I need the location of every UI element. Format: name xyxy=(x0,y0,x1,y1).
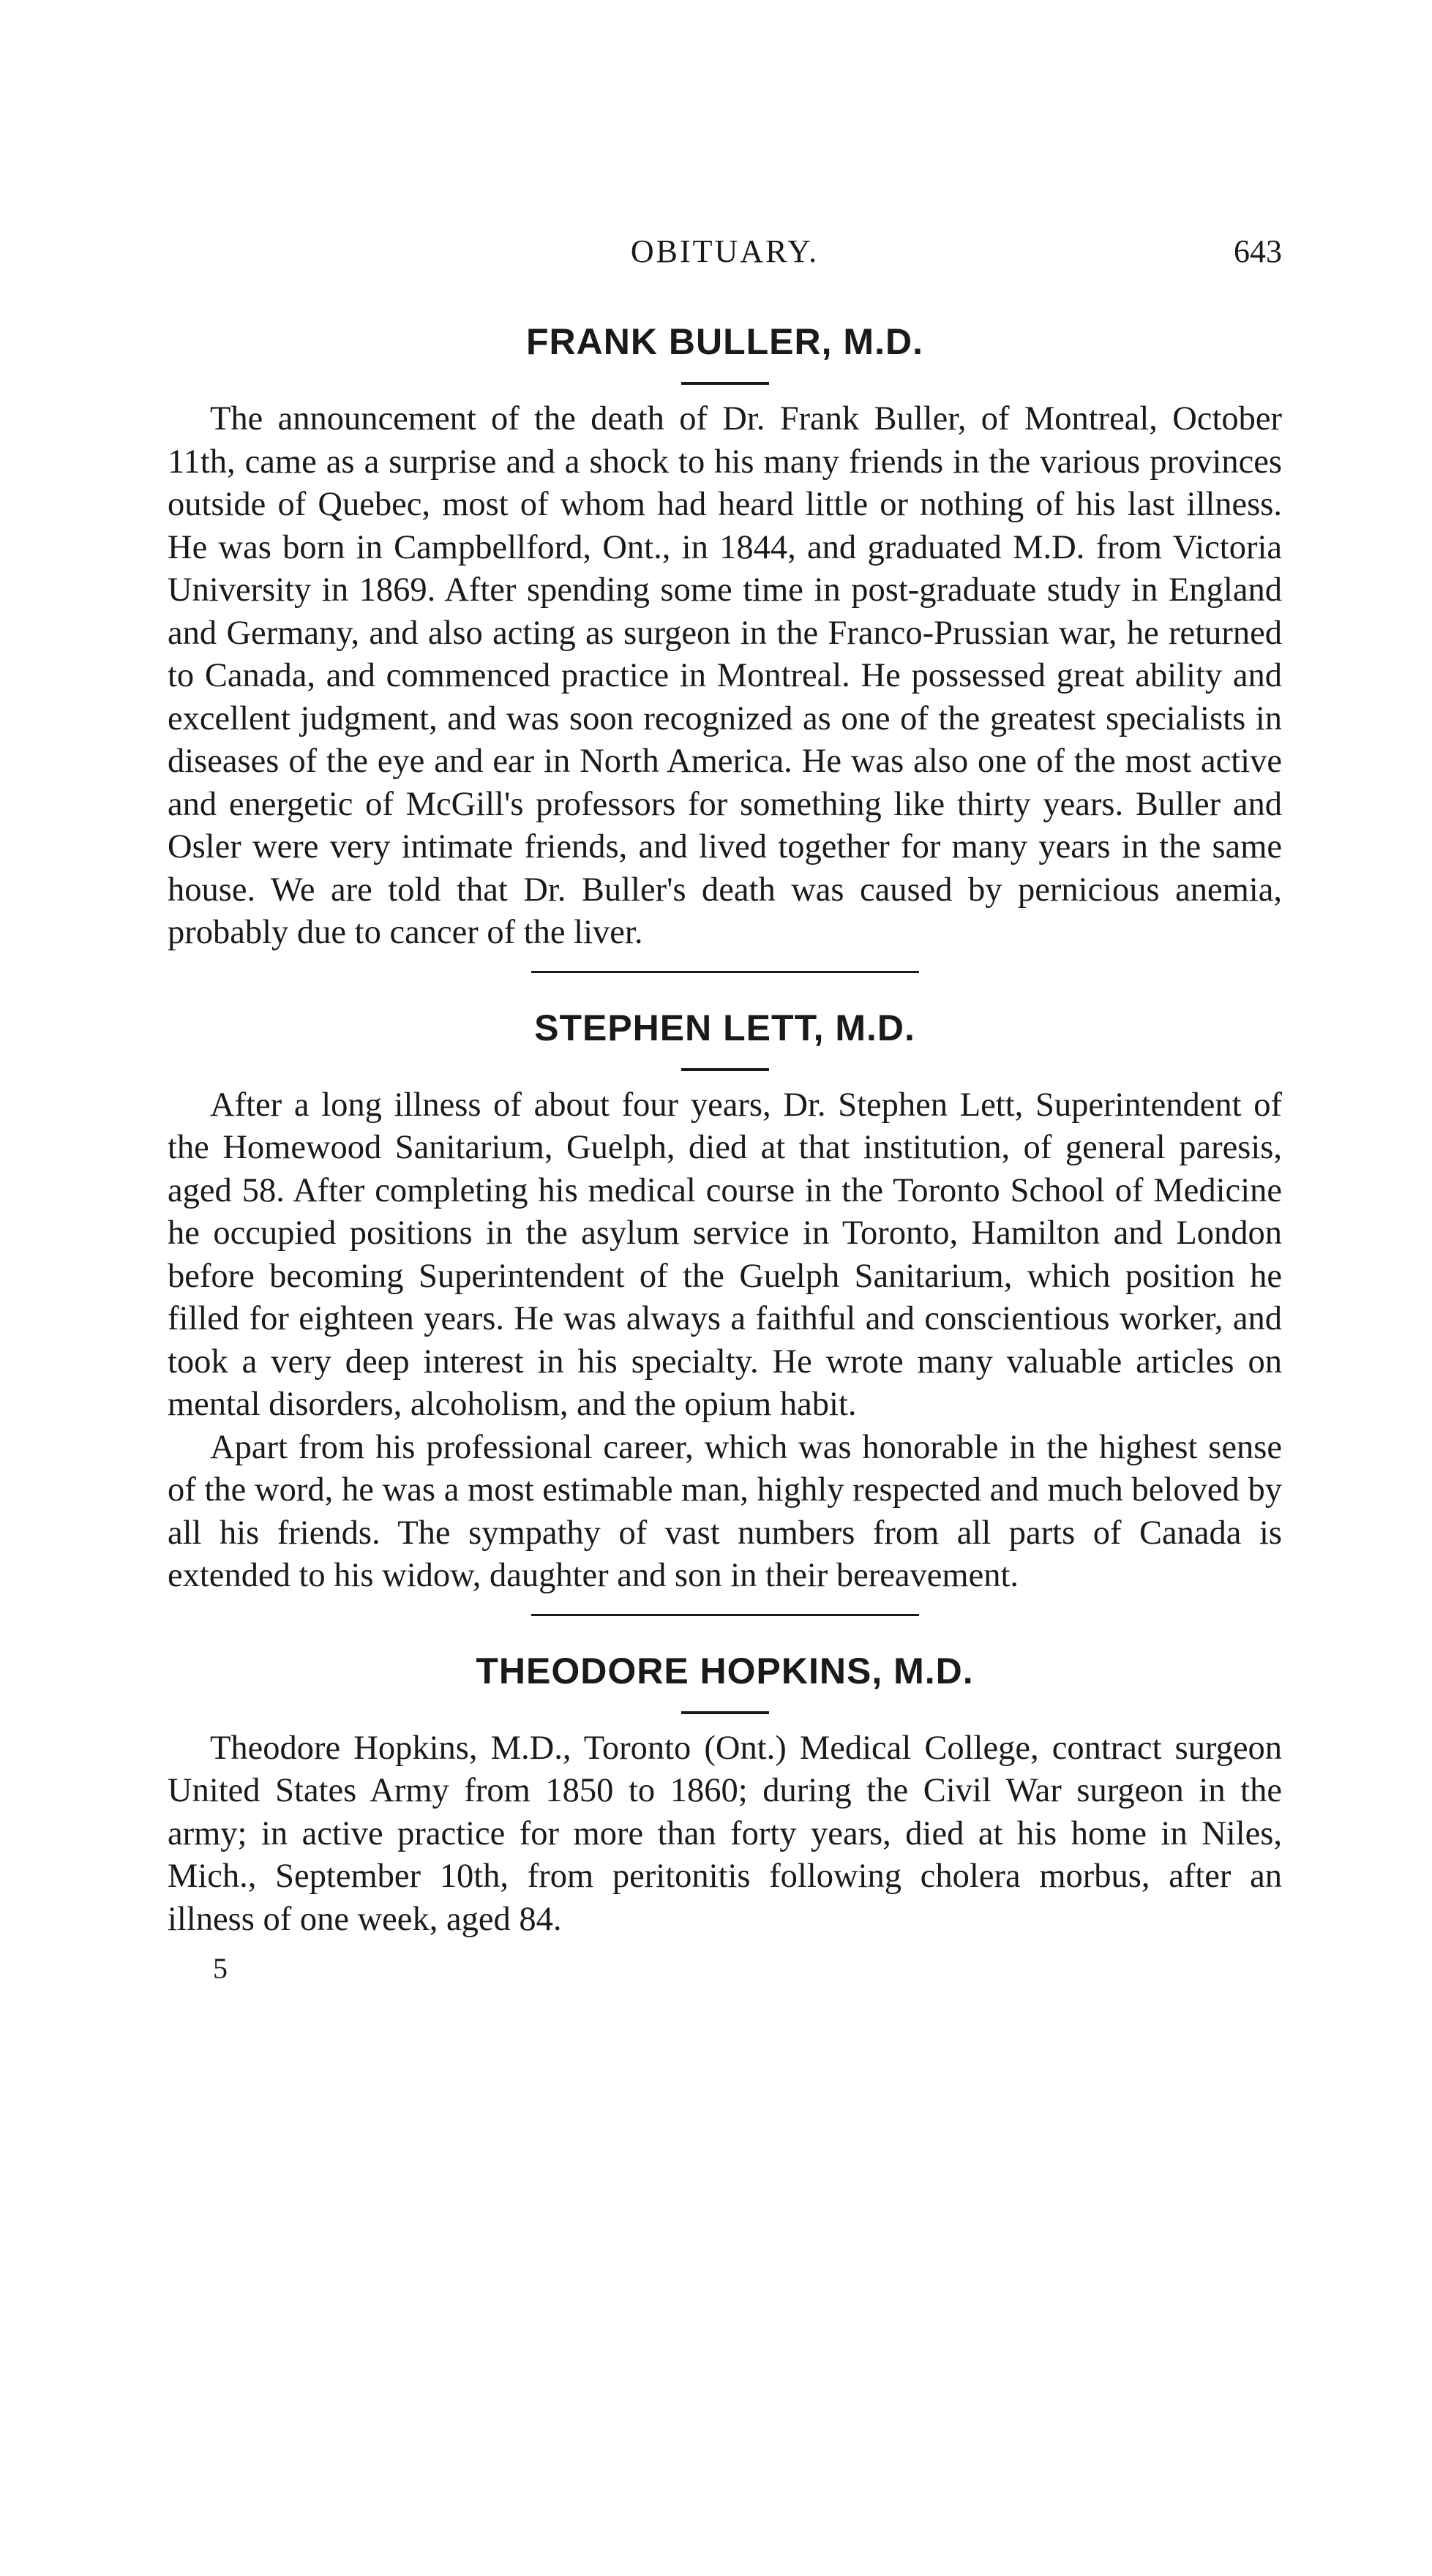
obituary-theodore-hopkins xyxy=(168,1650,1282,1942)
obituary-paragraph: Apart from his professional career, which was honorable in the highest sense of the word, he was a most estimable man, highly respected and much beloved by all his friends. The sympathy of vast numbers from all parts of Canada is extended to his widow, daughter and son in their bereavement. xyxy=(168,1428,1282,1594)
heading-rule xyxy=(681,382,769,385)
obituary-heading: FRANK BULLER, M.D. xyxy=(526,321,923,362)
running-head xyxy=(168,233,1282,277)
obituary-paragraph: Theodore Hopkins, M.D., Toronto (Ont.) Medical College, contract surgeon United States Army from 1850 to 1860; during the Civil War surgeon in the army; in active practice for more than forty years, died at his home in Niles, Mich., September 10th, from peritonitis following cholera morbus, after an illness of one week, aged 84. xyxy=(168,1729,1282,1938)
obituary-frank-buller xyxy=(168,320,1282,955)
obituary-paragraph: After a long illness of about four years, Dr. Stephen Lett, Superintendent of the Homewood Sanitarium, Guelph, died at that institution, of general paresis, aged 58. After completing his medical course in the Toronto School of Medicine he occupied positions in the asylum service in Toronto, Hamilton and London before becoming Superintendent of the Guelph Sanitarium, which position he filled for eighteen years. He was always a faithful and conscientious worker, and took a very deep interest in his specialty. He wrote many valuable articles on mental disorders, alcoholism, and the opium habit. xyxy=(168,1086,1282,1423)
running-head-title: OBITUARY. xyxy=(630,233,820,269)
obituary-heading: STEPHEN LETT, M.D. xyxy=(534,1007,915,1048)
section-divider xyxy=(531,971,919,973)
obituary-paragraph: The announcement of the death of Dr. Frank Buller, of Montreal, October 11th, came as a surprise and a shock to his many friends in the various provinces outside of Quebec, most of whom had heard little or nothing of his last illness. He was born in Campbellford, Ont., in 1844, and graduated M.D. from Victoria University in 1869. After spending some time in post-graduate study in England and Germany, and also acting as surgeon in the Franco-Prussian war, he returned to Canada, and commenced practice in Montreal. He possessed great ability and excellent judgment, and was soon recognized as one of the greatest specialists in diseases of the eye and ear in North America. He was also one of the most active and energetic of McGill's professors for something like thirty years. Buller and Osler were very intimate friends, and lived together for many years in the same house. We are told that Dr. Buller's death was caused by pernicious anemia, probably due to cancer of the liver. xyxy=(168,400,1282,951)
section-divider xyxy=(531,1614,919,1616)
obituary-heading: THEODORE HOPKINS, M.D. xyxy=(476,1650,974,1691)
heading-rule xyxy=(681,1068,769,1071)
page xyxy=(168,233,1282,1986)
heading-rule xyxy=(681,1711,769,1714)
page-number: 643 xyxy=(1234,233,1282,269)
obituary-stephen-lett xyxy=(168,1007,1282,1598)
signature-mark: 5 xyxy=(213,1952,228,1985)
